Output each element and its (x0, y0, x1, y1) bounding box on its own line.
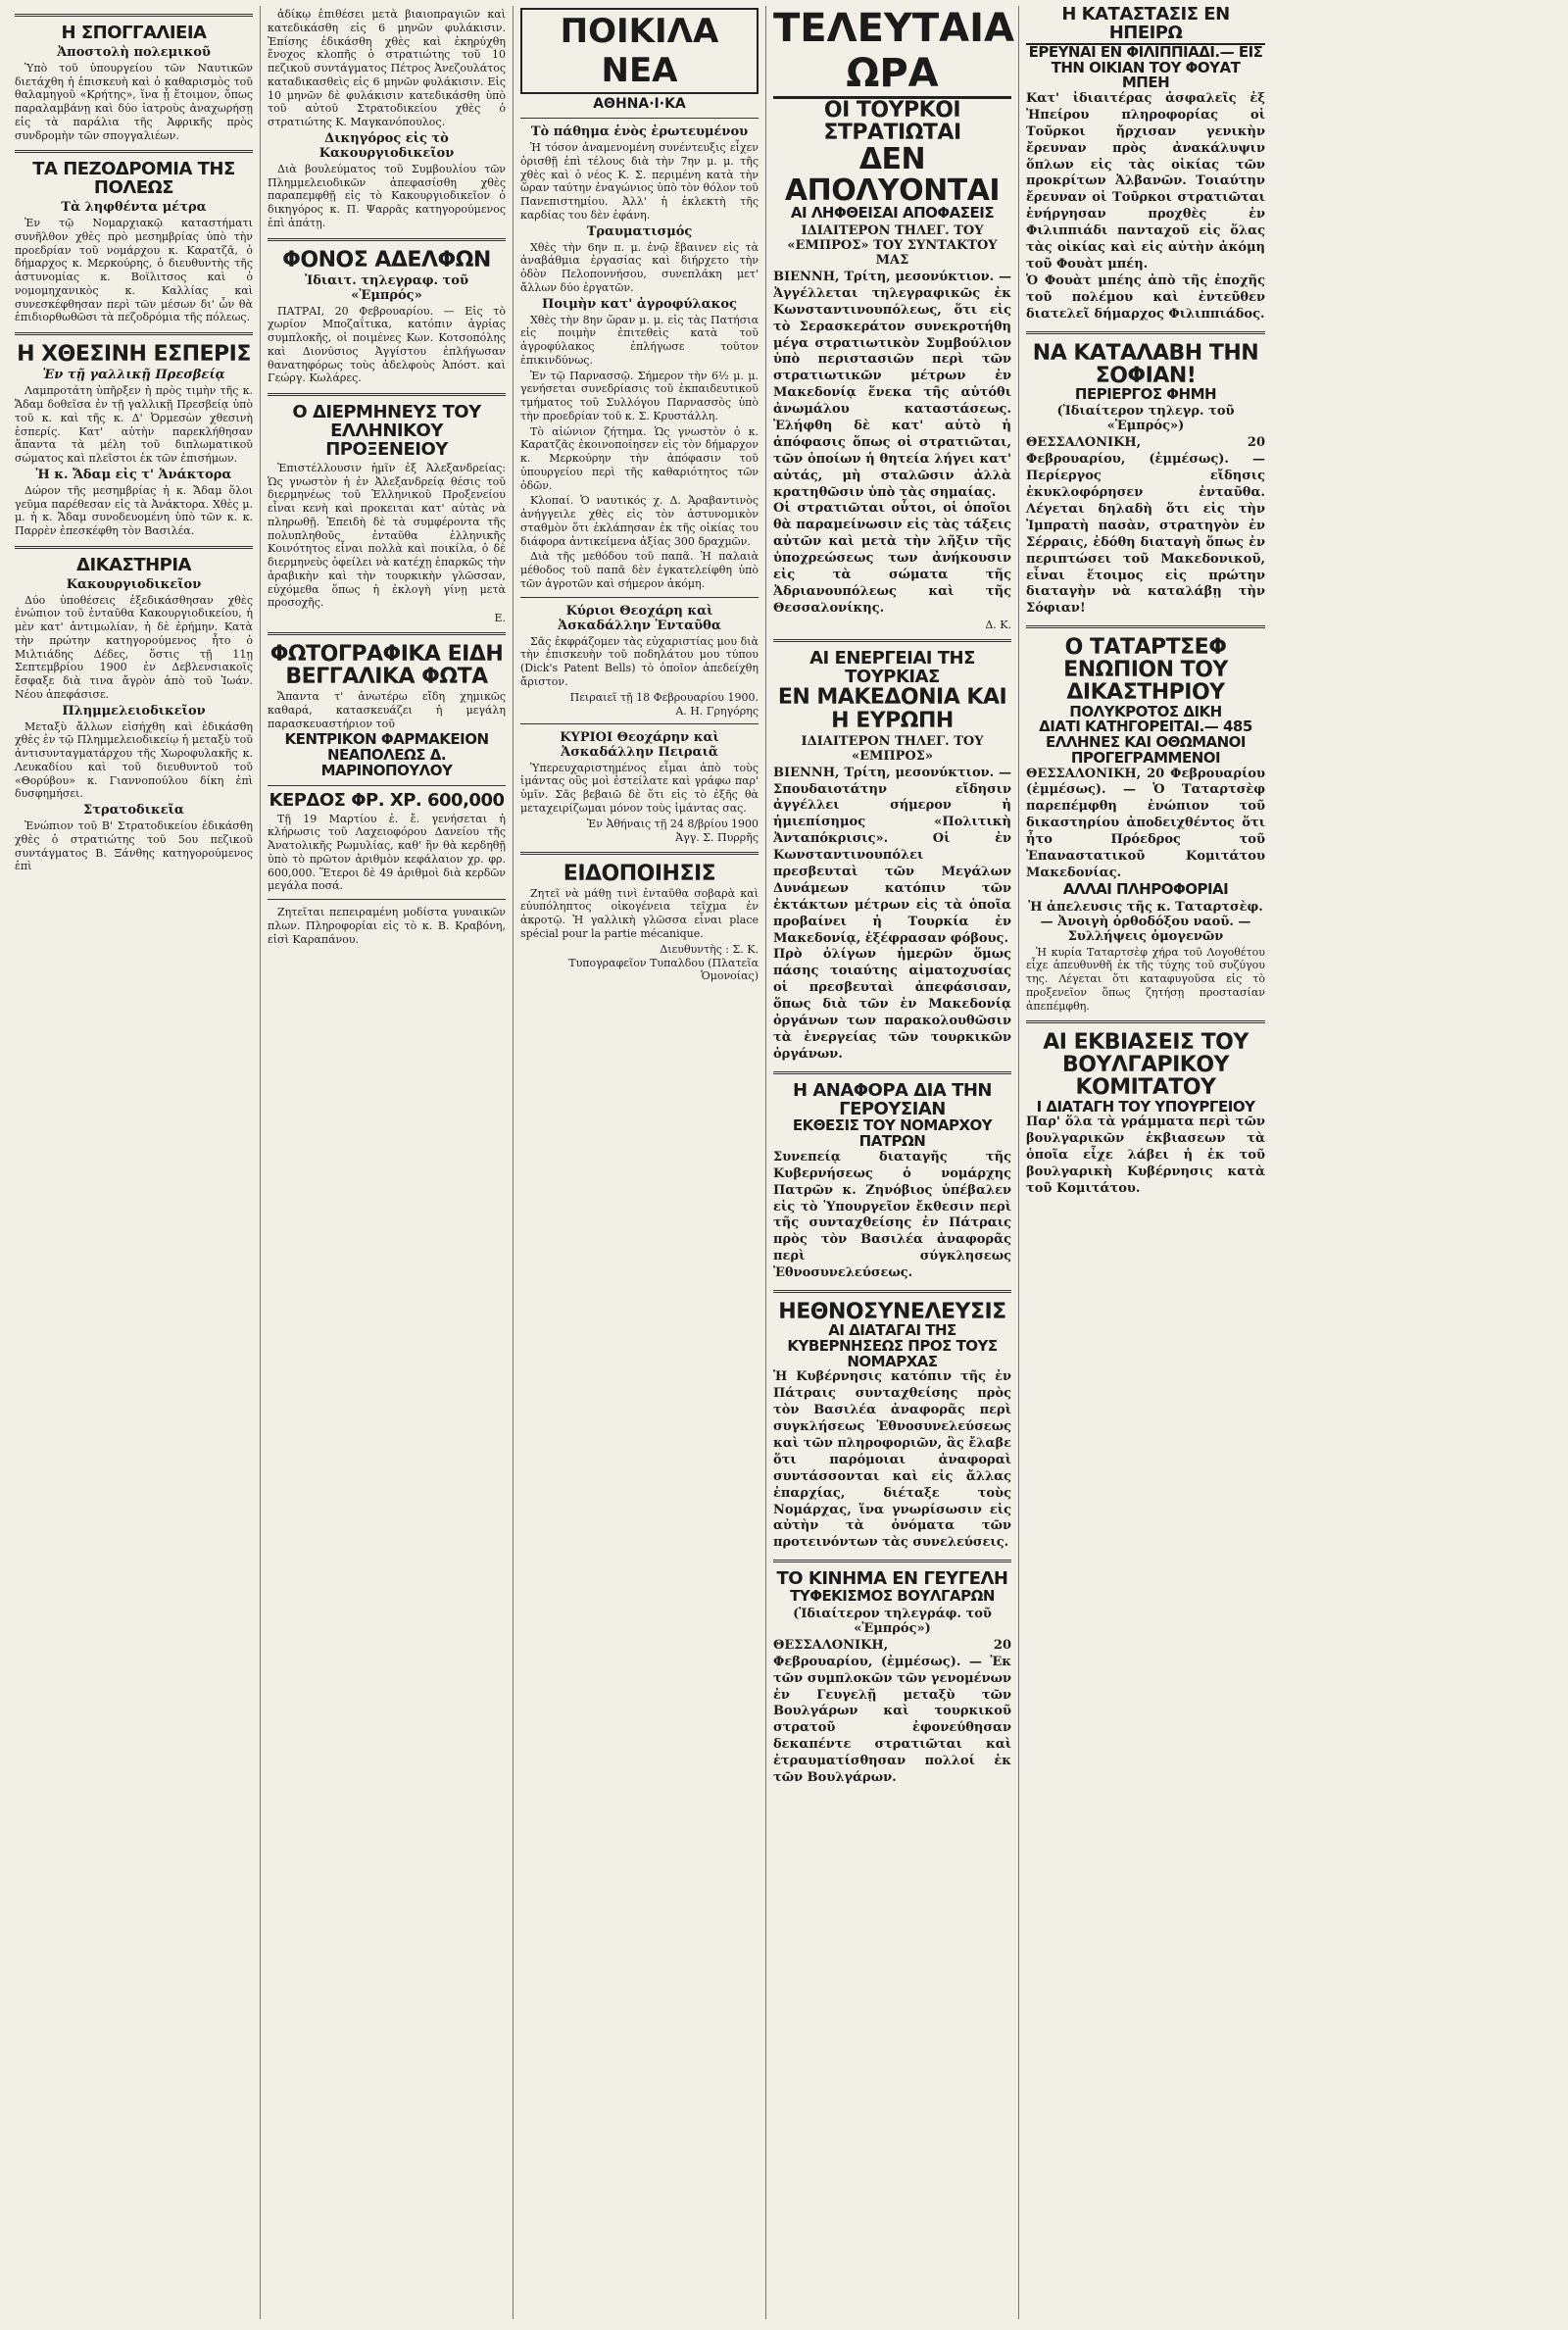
subhead-gallikh: Ἐν τῇ γαλλικῇ Πρεσβείᾳ (42, 368, 225, 383)
article-gallikh: Λαμπροτάτη ὑπῆρξεν ἡ πρὸς τιμὴν τῆς κ. Ἄδαμ δοθεῖσα ἐν τῇ γαλλικῇ Πρεσβείᾳ ὑπὸ τοῦ κ. καὶ τῆς κ. Δ' Ὀρμεσὼν χθεσινὴ ἑσπερίς. Κατ' αὐτὴν παρεκλήθησαν ἅπαντα τὰ μέλη τοῦ διπλωματικοῦ σώματος καὶ πλεῖστοι ἐκ τῶν ἐπισήμων. (15, 384, 253, 466)
headline-kinima: ΤΟ ΚΙΝΗΜΑ ΕΝ ΓΕΥΓΕΛΗ (776, 1568, 1008, 1590)
column-1 (8, 6, 261, 2319)
headline-kentrikon: ΚΕΝΤΡΙΚΟΝ ΦΑΡΜΑΚΕΙΟΝ ΝΕΑΠΟΛΕΩΣ Δ. ΜΑΡΙΝΟΠΟΥΛΟΥ (284, 730, 489, 779)
subhead-traumatismos: Τραυματισμός (586, 223, 693, 239)
article-kerdos: Τῇ 19 Μαρτίου ἐ. ἔ. γενήσεται ἡ κλήρωσις τοῦ Λαχειοφόρου Δανείου τῆς Ἀνατολικῆς Ρωμυλίας, καθ' ἣν θὰ κερδηθῇ ὑπὸ τὸ πρῶτον ἀριθμὸν κεφάλαιον χρ. φρ. 600,000. Ἕτεροι δὲ 49 ἀριθμοὶ διὰ κερδῶν μεγάλα ποσά. (268, 812, 506, 893)
signature-dk: Δ. Κ. (985, 618, 1011, 631)
article-thessaloniki: ΘΕΣΣΑΛΟΝΙΚΗ, 20 Φεβρουαρίου, (ἐμμέσως). — Ἐκ τῶν συμπλοκῶν τῶν γενομένων ἐν Γευγελῇ μεταξὺ τῶν Βουλγάρων καὶ τουρκικοῦ στρατοῦ ἐφονεύθησαν δεκαπέντε στρατιῶται καὶ ἐτραυματίσθησαν πολλοί ἐκ τῶν Βουλγάρων. (773, 1637, 1011, 1785)
letter-kosmos: Σᾶς ἐκφράζομεν τὰς εὐχαριστίας μου διὰ τὴν ἐπισκευὴν τοῦ ποδηλάτου μου τύπου (Dick's Patent Bells) τὸ ὁποῖον ἀπεδείχθη ἄριστον. (520, 634, 759, 688)
column-2 (261, 6, 514, 2319)
article-ekthesis: Συνεπείᾳ διαταγῆς τῆς Κυβερνήσεως ὁ νομάρχης Πατρῶν κ. Ζηνόβιος ὑπέβαλεν εἰς τὸ Ὑπουργεῖον ἔκθεσιν περὶ τῆς συνταχθείσης ἐν Πάτραις πρὸς τὸν Βασιλέα ἀναφορᾶς περὶ σύγκλησεως Ἐθνοσυνελεύσεως. (773, 1149, 1011, 1281)
article-traumatismos: Χθὲς τὴν 6ην π. μ. ἐνῷ ἔβαινεν εἰς τὰ ἀναβάθμια ἐργασίας καὶ διήρχετο τὴν ὁδὸν Πελοποννήσου, συνεπλάκη μετ' ἄλλων δύο ἐργατῶν. (520, 240, 759, 294)
letter-signature-2: Ἀγγ. Σ. Πυρρῆς (675, 830, 759, 844)
headline-energeiai: ΑΙ ΕΝΕΡΓΕΙΑΙ ΤΗΣ ΤΟΥΡΚΙΑΣ (809, 647, 975, 687)
article-stratodikeia: Ἐνώπιον τοῦ Β' Στρατοδικείου ἐδικάσθη χθὲς ὁ στρατιώτης τοῦ 5ου πεζικοῦ συντάγματος Β. Ξάνθης κατηγορούμενος ἐπὶ (15, 819, 253, 873)
article-diatagi: Παρ' ὅλα τὰ γράμματα περὶ τῶν βουλγαρικῶν ἐκβιασεων τὰ ὁποῖα εἶχε λάβει ἡ ἐκ τοῦ βουλγαρικὴ Κυβέρνησις κατὰ τοῦ Κομιτάτου. (1026, 1115, 1265, 1196)
headline-tourkoi: ΟΙ ΤΟΥΡΚΟΙ ΣΤΡΑΤΙΩΤΑΙ (823, 98, 961, 146)
headline-allai: ΑΛΛΑΙ ΠΛΗΡΟΦΟΡΙΑΙ (1062, 879, 1229, 898)
section-title-katastasis: Η ΚΑΤΑΣΤΑΣΙΣ ΕΝ ΗΠΕΙΡΩ (1026, 6, 1265, 45)
headline-fonos: ΦΟΝΟΣ ΑΔΕΛΦΩΝ (282, 247, 491, 273)
headline-sofian: ΝΑ ΚΑΤΑΛΑΒΗ ΤΗΝ ΣΟΦΙΑΝ! (1032, 340, 1259, 388)
subhead-plimmeleiodikeion: Πλημμελειοδικεῖον (62, 703, 206, 719)
subhead-apostoli: Ἀποστολὴ πολεμικοῦ (57, 44, 211, 60)
column-3 (514, 6, 766, 2319)
printer-credit: Τυπογραφεῖον Τυπαλδου (Πλατεῖα Ὁμονοίας) (568, 956, 759, 982)
subhead-adam: Ἡ κ. Ἄδαμ εἰς τ' Ἀνάκτορα (35, 467, 232, 482)
letter-date-2: Ἐν Ἀθήναις τῇ 24 8/βρίου 1900 (586, 817, 759, 830)
article-proin: Πρὸ ὀλίγων ἡμερῶν ὅμως πάσης τοιαύτης αἰματοχυσίας οἱ πρεσβευταὶ ἀπεφάσισαν, ὅπως διὰ τῶν ἐν Μακεδονίᾳ ὀργάνων των παρακολουθῶσιν τὰ ἐνεργείας τῶν τουρκικῶν ὀργάνων. (773, 947, 1011, 1062)
headline-apolyontai: ΔΕΝ ΑΠΟΛΥΟΝΤΑΙ (784, 142, 1001, 208)
article-parnasso: Ἐν τῷ Παρνασσῷ. Σήμερον τὴν 6½ μ. μ. γενήσεται συνεδρίασις τοῦ ἐκπαιδευτικοῦ τμήματος τοῦ Συλλόγου Παρνασσὸς ὑπὸ τὴν προεδρίαν τοῦ κ. Σ. Κρυστάλλη. (520, 369, 759, 422)
article-kyvernisis: Ἡ Κυβέρνησις κατόπιν τῆς ἐν Πάτραις συνταχθείσης πρὸς τὸν Βασιλέα ἀναφορᾶς περὶ συγκλήσεως Ἐθνοσυνελεύσεως καὶ τῶν πληροφοριῶν, ἃς ἔλαβε ὅτι παρόμοιαι ἀναφοραὶ συντάσσονται καὶ εἰς ἄλλας ἐπαρχίας, διέταξε τοὺς Νομάρχας, ἵνα γνωρίσωσιν εἰς αὐτὴν τὰ ὀνόματα τῶν προτεινόντων τὰς συνελεύσεις. (773, 1369, 1011, 1551)
headline-periergos: ΠΕΡΙΕΡΓΟΣ ΦΗΜΗ (1074, 384, 1217, 403)
headline-diatagi: Ι ΔΙΑΤΑΓΗ ΤΟΥ ΥΠΟΥΡΓΕΙΟΥ (1036, 1097, 1255, 1115)
subhead-periergos: (Ἰδιαίτερον τηλεγρ. τοῦ «Ἐμπρός») (1056, 404, 1235, 434)
headline-ekviaseis: ΑΙ ΕΚΒΙΑΣΕΙΣ ΤΟΥ ΒΟΥΛΓΑΡΙΚΟΥ ΚΟΜΙΤΑΤΟΥ (1043, 1030, 1249, 1101)
headline-katigoreitai: ΔΙΑΤΙ ΚΑΤΗΓΟΡΕΙΤΑΙ.— 485 ΕΛΛΗΝΕΣ ΚΑΙ ΟΘΩΜΑΝΟΙ ΠΡΟΓΕΓΡΑΜΜΕΝΟΙ (1039, 718, 1252, 767)
headline-begalika: ΒΕΓΓΑΛΙΚΑ ΦΩΤΑ (285, 665, 488, 690)
article-lifthenta: Ἐν τῷ Νομαρχιακῷ καταστήματι συνῆλθον χθὲς πρὸ μεσημβρίας ὑπὸ τὴν προεδρίαν τοῦ νομάρχου κ. Καρατζᾶ, ὁ δήμαρχος κ. Μερκούρης, ὁ διευθυντὴς τῆς ἀστυνομίας κ. Βοϊλιτσος καὶ ὁ νομομηχανικὸς κ. Καλλίας καὶ συνεσκέφθησαν περὶ τῶν μέσων δι' ὧν θὰ ἐπιδιορθωθῶσι τὰ πεζοδρόμια τῆς πόλεως. (15, 217, 253, 324)
article-stratodikeia-cont: ἀδίκῳ ἐπιθέσει μετὰ βιαιοπραγιῶν καὶ κατεδικάσθη εἰς 6 μηνῶν φυλάκισιν. Ἐπίσης ἐδικάσθη χθὲς καὶ ἐκηρύχθη ἔνοχος κλοπῆς ὁ στρατιώτης τοῦ 10 πεζικοῦ συντάγματος Πέτρος Ἀνεζουλάτος καταδικασθεὶς εἰς 6 μηνῶν φυλάκισιν. Εἰς 10 μηνῶν δὲ φυλάκισιν κατεδικάσθη ὑπὸ τοῦ αὐτοῦ Στρατοδικείου χθὲς ὁ στρατιώτης Κ. Μαγκανόπουλος. (268, 8, 506, 128)
headline-tatartseff: Ο ΤΑΤΑΡΤΣΕΦ ΕΝΩΠΙΟΝ ΤΟΥ ΔΙΚΑΣΤΗΡΙΟΥ (1063, 635, 1228, 706)
subhead-telegram-2: ΙΔΙΑΙΤΕΡΟΝ ΤΗΛΕΓ. ΤΟΥ «ΕΜΠΡΟΣ» (801, 733, 984, 764)
column-5 (1019, 6, 1272, 2319)
headline-makedonia: ΕΝ ΜΑΚΕΔΟΝΙΑ ΚΑΙ Η ΕΥΡΩΠΗ (777, 685, 1007, 733)
signature-e: Ε. (494, 612, 506, 625)
headline-erevnai: ΕΡΕΥΝΑΙ ΕΝ ΦΙΛΙΠΠΙΑΔΙ.— ΕΙΣ ΤΗΝ ΟΙΚΙΑΝ ΤΟΥ ΦΟΥΑΤ ΜΠΕΗ (1028, 42, 1263, 92)
headline-anafora: Η ΑΝΑΦΟΡΑ ΔΙΑ ΤΗΝ ΓΕΡΟΥΣΙΑΝ (793, 1079, 992, 1119)
article-fouat: Ὁ Φουὰτ μπέης ἀπὸ τῆς ἐποχῆς τοῦ πολέμου καὶ ἐντεῦθεν διατελεῖ δήμαρχος Φιλιππιάδος. (1026, 273, 1265, 322)
subhead-telegram-3: (Ἰδιαίτερον τηλεγράφ. τοῦ «Ἐμπρός») (793, 1606, 992, 1636)
subhead-stratodikeia: Στρατοδικεῖα (83, 803, 184, 818)
article-kyria: Ἡ κυρία Ταταρτσὲφ χήρα τοῦ Λογοθέτου εἶχε ἀπευθυνθῆ ἐκ τῆς τύχης τοῦ συζύγου της. Λέγεται ὅτι καταφυγοῦσα εἰς τὸ προξενεῖον ὅπως ζητήσῃ προστασίαν ἀπεπέμφθη. (1026, 945, 1265, 1013)
article-apostoli: Ὑπὸ τοῦ ὑπουργείου τῶν Ναυτικῶν διετάχθη ἡ ἐπισκευὴ καὶ ὁ καθαρισμὸς τοῦ θαλαμηγοῦ «Κρήτης», ἵνα ᾖ ἕτοιμον, ὅπως παραλαμβάνῃ καὶ δύο ἰατροὺς ἀναχωρήσῃ εἰς τὰ παράλια τῆς Ἀφρικῆς πρὸς συνδρομὴν τῶν σπογγαλιέων. (15, 61, 253, 142)
subhead-lifthenta: Τὰ ληφθέντα μέτρα (61, 200, 207, 216)
subhead-kosmos: Κύριοι Θεοχάρη καὶ Ἀσκαδάλλην Ἐνταῦθα (558, 603, 721, 633)
subhead-allai: Ἡ ἀπελευσις τῆς κ. Ταταρτσὲφ. — Ἀνοιγὴ ὀρθοδόξου ναοῦ. — Συλλήψεις ὁμογενῶν (1028, 899, 1263, 944)
subhead-kyrioi: ΚΥΡΙΟΙ Θεοχάρην καὶ Ἀσκαδάλλην Πειραιᾶ (560, 729, 719, 760)
headline-lifth: ΑΙ ΛΗΦΘΕΙΣΑΙ ΑΠΟΦΑΣΕΙΣ (790, 204, 995, 223)
article-thess-2: ΘΕΣΣΑΛΟΝΙΚΗ, 20 Φεβρουαρίου (ἐμμέσως). — Ὁ Ταταρτσὲφ παρεπέμφθη ἐνώπιον τοῦ δικαστηρίου ἀποδειχθέντος ὅτι ἦτο Πρόεδρος τοῦ Ἐπαναστατικοῦ Κομιτάτου Μακεδονίας. (1026, 766, 1265, 880)
headline-spoggaleia: Η ΣΠΟΓΓΑΛΙΕΙΑ (61, 23, 207, 43)
notice-eidopoiisis: Ζητεῖ νὰ μάθῃ τινὶ ἐνταῦθα σοβαρὰ καὶ εὐυπόληπτος οἰκογένεια τεῖχμα ἐν ἀκροτῷ. Ἡ γαλλικὴ γλῶσσα εἶναι place spécial pour la partie mécanique. (520, 886, 759, 940)
subhead-kakourgiodikeion: Κακουργιοδικεῖον (66, 576, 202, 592)
article-kakourgiodikeion: Δύο ὑποθέσεις ἐξεδικάσθησαν χθὲς ἐνώπιον τοῦ ἐνταῦθα Κακουργιοδικείου, ἡ μὲν κατ' ἀντιμωλίαν, ἡ δὲ ἐρήμην. Κατὰ τὴν πρώτην κατηγορούμενος ἦτο ὁ Μιλτιάδης Δέδες, ὅστις τῇ 11ῃ Σεπτεμβρίου 1900 ἐν Δεβλενσιακοῖς ἔσφαξε διὰ τινα ἄγρὸν ἀπὸ τοῦ Ἰωάν. Νέου ἀπεφάσισε. (15, 593, 253, 701)
headline-xthesini: Η ΧΘΕΣΙΝΗ ΕΣΠΕΡΙΣ (17, 342, 251, 368)
article-klopai: Κλοπαί. Ὁ ναυτικός χ. Δ. Ἀραβαντινὸς ἀνήγγειλε χθὲς εἰς τὸν ἀστυνομικὸν σταθμὸν ὅτι ἐκλάπησαν ἐκ τῆς οἰκίας του διάφορα ἀντικείμενα ἀξίας 300 δραχμῶν. (520, 494, 759, 548)
letter-signature: Α. Η. Γρηγόρης (675, 704, 759, 718)
editor-credit: Διευθυντὴς : Σ. Κ. (660, 942, 759, 956)
subhead-pathima: Τὸ πάθημα ἑνὸς ἐρωτευμένου (530, 124, 749, 139)
article-fonos: ΠΑΤΡΑΙ, 20 Φεβρουαρίου. — Εἰς τὸ χωρίον Μποζαΐτικα, κατόπιν ἀγρίας συμπλοκῆς, οἱ ποιμένες Κων. Κοτσοπόλης καὶ Διονύσιος Ἀγγίστου ἐπλήγωσαν θανατηφόρως τοὺς ἀδελφοὺς Ἀπόστ. καὶ Γεώργ. Κωλάρες. (268, 304, 506, 385)
subhead-telegram-1: ΙΔΙΑΙΤΕΡΟΝ ΤΗΛΕΓ. ΤΟΥ «ΕΜΠΡΟΣ» ΤΟΥ ΣΥΝΤΑΚΤΟΥ ΜΑΣ (787, 223, 998, 268)
article-dikigoros: Διὰ βουλεύματος τοῦ Συμβουλίου τῶν Πλημμελειοδικῶν ἀπεφασίσθη χθὲς παραπεμφθῇ εἰς τὸ Κακουργιοδικεῖον ὁ δικηγόρος κ. Π. Ψαρρᾶς κατηγορούμενος ἐπὶ ἀπάτῃ. (268, 162, 506, 229)
article-aioniou: Τὸ αἰώνιον ζήτημα. Ὡς γνωστὸν ὁ κ. Καρατζᾶς ἐκοινοποίησεν εἰς τὸν δήμαρχον κ. Μερκούρην τὴν ἀπόφασιν τοῦ ὑπουργείου περὶ τῆς καθαριότητος τῶν ὁδῶν. (520, 424, 759, 492)
headline-polykrotos: ΠΟΛΥΚΡΟΤΟΣ ΔΙΚΗ (1069, 702, 1222, 720)
section-title-teleutaia-ora: ΤΕΛΕΥΤΑΙΑ ΩΡΑ (773, 6, 1011, 99)
ad-begalika: Ἄπαντα τ' ἀνωτέρω εἴδη χημικῶς καθαρά, κατασκευάζει ἡ μεγάλη παρασκευαστήριον τοῦ (268, 690, 506, 730)
ad-zitetai: Ζητεῖται πεπειραμένη μοδίστα γυναικῶν πλων. Πληροφορίαι εἰς τὸ κ. Β. Κραβόνη, εἰσὶ Καραπάνου. (268, 906, 506, 946)
article-methodou: Διὰ τῆς μεθόδου τοῦ παπᾶ. Ἡ παλαιὰ μέθοδος τοῦ παπᾶ δὲν ἐγκατελείφθη ὑπὸ τῶν ἀγροτῶν καὶ σήμερον ἀκόμη. (520, 550, 759, 590)
article-vienni-2: ΒΙΕΝΝΗ, Τρίτη, μεσονύκτιον. — Σπουδαιοτάτην εἴδησιν ἀγγέλλει σήμερον ἡ ἡμιεπίσημος «Πολιτικὴ Ἀνταπόκρισις». Οἱ ἐν Κωνσταντινουπόλει πρεσβευταὶ τῶν Μεγάλων Δυνάμεων κατόπιν τῶν ἐκτάκτων μέτρων εἰς τὰ ὁποῖα προβαίνει ἡ Τουρκία ἐν Μακεδονίᾳ, ἐξέφρασαν φόβους. (773, 765, 1011, 946)
article-stratiotai: Οἱ στρατιῶται οὗτοι, οἱ ὁποῖοι θὰ παραμείνωσιν εἰς τὰς τάξεις αὐτῶν καὶ μετὰ τὴν λῆξιν τῆς ὑποχρεώσεως των ἀνήκουσιν εἰς τὰ σώματα τῆς Ἀδριανουπόλεως καὶ τῆς Θεσσαλονίκης. (773, 501, 1011, 616)
headline-ekthesis: ΕΚΘΕΣΙΣ ΤΟΥ ΝΟΜΑΡΧΟΥ ΠΑΤΡΩΝ (792, 1116, 993, 1151)
article-ipeiros: Κατ' ἰδιαιτέρας ἀσφαλεῖς ἐξ Ἠπείρου πληροφορίας οἱ Τοῦρκοι ἤρχισαν γενικὴν ἔρευναν πρὸς ἀνακάλυψιν ὅπλων εἰς τὰς οἰκίας τῶν προκρίτων Ἀλβανῶν. Τοιαύτην ἔρευναν οἱ Τοῦρκοι στρατιῶται ἐνήργησαν προχθὲς ἐν Φιλιππιάδι πανταχοῦ εἰς ὅλας τὰς οἰκίας καὶ εἰς αὐτὴν ἀκόμη τοῦ Φουὰτ μπέη. (1026, 91, 1265, 272)
article-adam: Δώρον τῆς μεσημβρίας ἡ κ. Ἄδαμ ὅλοι γεῦμα παρέθεσαν εἰς τὰ Ἀνάκτορα. Χθὲς μ. μ. ἡ κ. Ἄδαμ συνοδευομένη ὑπὸ τῶν κ. κ. Παρρὲν ἐπεσκέφθη τὸν Βασιλέα. (15, 483, 253, 538)
letter-kyrioi: Ὑπερευχαριστημένος εἶμαι ἀπὸ τοὺς ἱμάντας οὓς μοὶ ἐστείλατε καὶ γράφω παρ' ὑμῖν. Σᾶς βεβαιῶ δὲ ὅτι εἰς τὸ ἐξῆς θὰ μεταχειρίζωμαι μόνον τοὺς ἱμάντας σας. (520, 761, 759, 815)
headline-eidopoiisis: ΕΙΔΟΠΟΙΗΣΙΣ (563, 861, 716, 886)
headline-tyfekismos: ΤΥΦΕΚΙΣΜΟΣ ΒΟΥΛΓΑΡΩΝ (790, 1587, 995, 1606)
letter-date: Πειραιεῖ τῇ 18 Φεβρουαρίου 1900. (569, 690, 759, 704)
subhead-poimin: Ποιμὴν κατ' ἀγροφύλακος (542, 296, 737, 312)
headline-pezodromia: ΤΑ ΠΕΖΟΔΡΟΜΙΑ ΤΗΣ ΠΟΛΕΩΣ (32, 159, 235, 199)
newspaper-page (8, 6, 1560, 2319)
article-plimmeleiodikeion: Μεταξὺ ἄλλων εἰσήχθη καὶ ἐδικάσθη χθὲς ἐν τῷ Πλημμελειοδικείῳ ἡ μεταξὺ τοῦ ἀντισυνταγματάρχου τῆς Χωροφυλακῆς κ. Λευκαδίου καὶ τοῦ διευθυντοῦ τοῦ «Θορύβου» κ. Γιαννοπούλου δίκη ἐπὶ δυσφημήσει. (15, 719, 253, 801)
article-vienni: ΒΙΕΝΝΗ, Τρίτη, μεσονύκτιον. — Ἀγγέλλεται τηλεγραφικῶς ἐκ Κωνσταντινουπόλεως, ὅτι εἰς τὸ Σερασκεράτον συνεκροτήθη μέγα στρατιωτικὸν Συμβούλιον ὑπὸ περιστασιῶν περὶ τῶν στρατιωτικῶν μέτρων ἐν Μακεδονίᾳ ἕνεκα τῆς αὐτόθι ἀνωμάλου καταστάσεως. Ἐλήφθη δὲ κατ' αὐτὸ ἡ ἀπόφασις ὅπως οἱ στρατιῶται, τῶν ὁποίων ἡ θητεία λήγει κατ' αὐτάς, μὴ σταλῶσιν ἀλλὰ κρατηθῶσιν ὑπὸ τὰς σημαίας. (773, 269, 1011, 500)
headline-kerdos: ΚΕΡΔΟΣ ΦΡ. ΧΡ. 600,000 (269, 789, 505, 811)
article-thess: ΘΕΣΣΑΛΟΝΙΚΗ, 20 Φεβρουαρίου, (ἐμμέσως). — Περίεργος εἴδησις ἐκυκλοφόρησεν ἐνταῦθα. Λέγεται δηλαδὴ ὅτι εἰς τὴν Ἰμπρατὴ πασὰν, στρατηγὸν ἐν Σέρραις, ἐδόθη διαταγὴ ὅπως ἐν περιπτώσει τοῦ Μακεδονικοῦ, εἶναι ἕτοιμος εἰς πρώτην διαταγὴν νὰ καταλάβῃ τὴν Σόφιαν! (1026, 435, 1265, 617)
headline-ethnosyneleusis: ΗΕΘΝΟΣΥΝΕΛΕΥΣΙΣ (778, 1300, 1006, 1325)
headline-fotografika: ΦΩΤΟΓΡΑΦΙΚΑ ΕΙΔΗ (270, 642, 504, 668)
section-subtitle-athinaika: ΑΘΗΝΑ·Ι·ΚΑ (593, 96, 686, 112)
article-poimin: Χθὲς τὴν 8ην ὥραν μ. μ. εἰς τὰς Πατήσια εἰς ποιμὴν ἐπιτεθεὶς κατὰ τοῦ ἀγροφύλακος ἐπλήγωσε τοῦτον ἐπικινδύνως. (520, 313, 759, 367)
section-title-poikila: ΠΟΙΚΙΛΑ ΝΕΑ (560, 12, 719, 90)
headline-dikastiria: ΔΙΚΑΣΤΗΡΙΑ (76, 554, 191, 575)
headline-diermineus: Ο ΔΙΕΡΜΗΝΕΥΣ ΤΟΥ ΕΛΛΗΝΙΚΟΥ ΠΡΟΞΕΝΕΙΟΥ (292, 402, 481, 460)
subhead-dikigoros: Δικηγόρος εἰς τὸ Κακουργιοδικεῖον (318, 130, 455, 161)
article-diermineus: Ἐπιστέλλουσιν ἡμῖν ἐξ Ἀλεξανδρείας: Ὡς γνωστὸν ἡ ἐν Ἀλεξανδρείᾳ θέσις τοῦ διερμηνέως τοῦ Ἑλληνικοῦ Προξενείου εἶναι κενὴ καὶ προκειται κατ' αὐτὰς νὰ πληρωθῇ. Ἐπειδὴ δὲ τὰ συμφέροντα τῆς πολυπληθοῦς ἐνταῦθα ἑλληνικῆς Κοινότητος εἶναι πολλὰ καὶ ποικίλα, ὁ δὲ διερμηνεὺς ὀφείλει νὰ κατέχῃ ἐπαρκῶς τὴν ἀραβικὴν καὶ τὴν τουρκικὴν γλῶσσαν, εὐχόμεθα ὅπως ἡ ἐκλογὴ γίνῃ μετὰ προσοχῆς. (268, 461, 506, 610)
article-pathima: Ἡ τόσον ἀναμενομένη συνέντευξις εἶχεν ὁρισθῇ ἐπὶ τέλους διὰ τὴν 7ην μ. μ. τῆς χθὲς καὶ ὁ νέος Κ. Σ. περιμένη κατὰ τὴν ὥραν ταύτην ἐναγώνιος ὑπὸ τὸν θόλον τοῦ Πανεπιστημίου. Ἀλλ' ἡ ἐκλεκτὴ τῆς καρδίας του δὲν ἐφάνη. (520, 141, 759, 222)
column-4 (766, 6, 1019, 2319)
headline-diatagai: ΑΙ ΔΙΑΤΑΓΑΙ ΤΗΣ ΚΥΒΕΡΝΗΣΕΩΣ ΠΡΟΣ ΤΟΥΣ ΝΟΜΑΡΧΑΣ (787, 1321, 998, 1370)
subhead-fonos: Ἰδιαιτ. τηλεγραφ. τοῦ «Ἐμπρός» (305, 273, 468, 303)
